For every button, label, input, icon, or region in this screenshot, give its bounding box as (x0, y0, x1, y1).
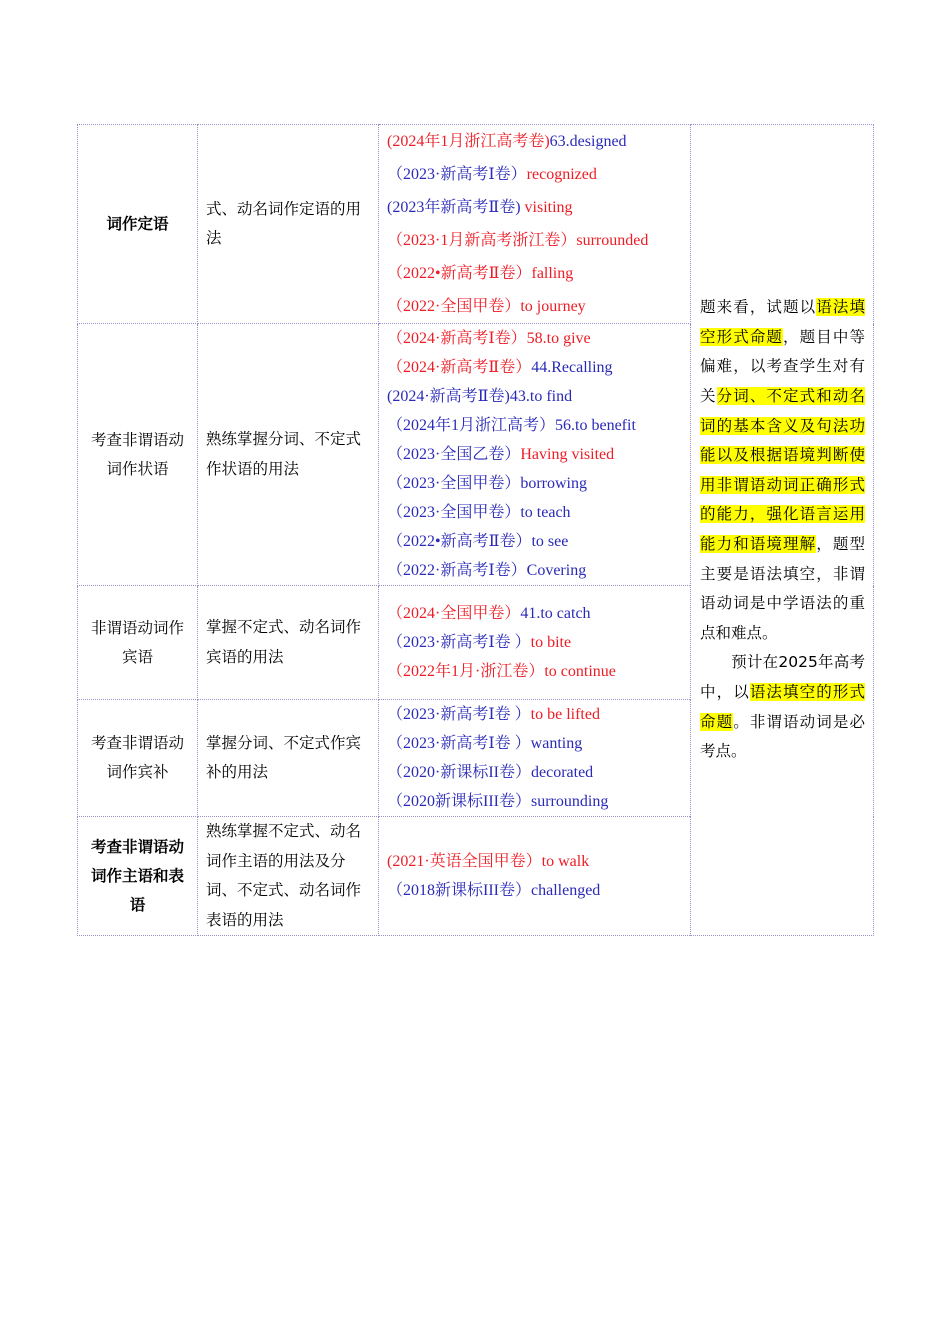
example-line (387, 729, 690, 758)
example-answer: surrounding (531, 793, 609, 810)
example-source: （2023·全国甲卷） (387, 475, 521, 492)
example-answer: 44.Recalling (531, 359, 613, 376)
category-cell: 考查非谓语动词作宾补 (78, 700, 198, 817)
example-answer: to journey (520, 298, 586, 315)
example-source: （2023·全国甲卷） (387, 504, 521, 521)
example-line (387, 498, 690, 527)
example-source: （2020新课标III卷） (387, 793, 531, 810)
analysis-text: ，题型主要是语法填空，非谓语动词是中学语法的重点和难点。 (700, 535, 865, 642)
grammar-table (77, 124, 874, 936)
example-answer: wanting (530, 735, 583, 752)
example-line (387, 469, 690, 498)
example-source: （2023·新高考Ⅰ卷 ） (387, 634, 531, 651)
analysis-highlight: 分词、不定式和动名词的基本含义及句法功能以及根据语境判断使用非谓语动词正确形式的能力，强化语言运用能力和语境理解 (700, 387, 865, 553)
analysis-text: 题来看，试题以 (700, 298, 817, 317)
example-answer: challenged (531, 882, 601, 899)
example-source: （2022•新高考Ⅱ卷） (387, 265, 532, 282)
category-text: 词作定语 (106, 214, 169, 233)
example-answer: 43.to find (509, 388, 573, 405)
example-line (387, 599, 690, 628)
example-line (387, 628, 690, 657)
example-source: (2024·新高考Ⅱ卷) (387, 388, 510, 405)
example-line (387, 191, 690, 224)
analysis-cell (691, 125, 874, 936)
example-line (387, 556, 690, 585)
example-line (387, 758, 690, 787)
example-answer: decorated (531, 764, 594, 781)
example-line (387, 158, 690, 191)
category-cell (78, 125, 198, 324)
examples-cell (379, 125, 691, 324)
example-answer: to walk (541, 853, 590, 870)
example-line (387, 876, 690, 905)
example-answer: 41.to catch (520, 605, 591, 622)
example-line (387, 411, 690, 440)
example-answer: to continue (544, 663, 616, 680)
example-source: （2022·新高考Ⅰ卷） (387, 562, 527, 579)
example-answer: to see (531, 533, 569, 550)
example-line (387, 290, 690, 323)
example-answer: 63.designed (549, 133, 627, 150)
example-source: （2023·1月新高考浙江卷） (387, 232, 577, 249)
example-answer: to bite (530, 634, 572, 651)
example-source: （2022·全国甲卷） (387, 298, 521, 315)
example-source: （2018新课标III卷） (387, 882, 531, 899)
analysis-text: ，题目中等偏难，以考查学生对有关 (700, 327, 865, 406)
examples-cell (379, 817, 691, 936)
example-answer: Having visited (520, 446, 615, 463)
example-line (387, 700, 690, 729)
example-line (387, 257, 690, 290)
example-source: （2023·新高考Ⅰ卷） (387, 166, 527, 183)
example-answer: surrounded (576, 232, 649, 249)
example-source: （2020·新课标II卷） (387, 764, 531, 781)
example-line (387, 324, 690, 353)
analysis-paragraph-1 (700, 293, 865, 648)
category-cell (78, 817, 198, 936)
analysis-highlight: 语法填空的形式命题 (700, 682, 865, 731)
requirement-cell: 熟练掌握不定式、动名词作主语的用法及分词、不定式、动名词作表语的用法 (198, 817, 379, 936)
example-answer: recognized (526, 166, 597, 183)
example-line (387, 382, 690, 411)
example-source: (2021·英语全国甲卷） (387, 853, 542, 870)
example-source: (2024年1月浙江高考卷) (387, 133, 550, 150)
example-answer: visiting (520, 199, 573, 216)
example-source: （2023·全国乙卷） (387, 446, 521, 463)
example-answer: 56.to benefit (555, 417, 636, 434)
example-source: （2023·新高考Ⅰ卷 ） (387, 706, 531, 723)
example-line (387, 657, 690, 686)
table-row (78, 125, 874, 324)
example-line (387, 125, 690, 158)
analysis-highlight: 语法填空形式命题 (700, 298, 865, 346)
analysis-text: 。非谓语动词是必考点。 (700, 712, 865, 761)
example-source: （2024·新高考Ⅱ卷） (387, 359, 532, 376)
requirement-cell: 熟练掌握分词、不定式作状语的用法 (198, 324, 379, 586)
example-line (387, 224, 690, 257)
example-answer: falling (531, 265, 574, 282)
example-line (387, 527, 690, 556)
requirement-cell: 掌握分词、不定式作宾补的用法 (198, 700, 379, 817)
example-source: （2024年1月浙江高考） (387, 417, 556, 434)
analysis-text: 预计在2025年高考中，以 (700, 653, 865, 701)
example-answer: to be lifted (530, 706, 600, 723)
examples-cell (379, 324, 691, 586)
category-cell: 考查非谓语动词作状语 (78, 324, 198, 586)
example-answer: Covering (526, 562, 587, 579)
example-answer: borrowing (520, 475, 587, 492)
example-source: （2024·新高考Ⅰ卷） (387, 330, 527, 347)
category-cell: 非谓语动词作宾语 (78, 586, 198, 700)
example-line (387, 847, 690, 876)
example-source: （2023·新高考Ⅰ卷 ） (387, 735, 531, 752)
example-source: （2022•新高考Ⅱ卷） (387, 533, 532, 550)
category-text: 考查非谓语动词作主语和表语 (90, 837, 184, 914)
analysis-paragraph-2 (700, 648, 865, 766)
example-source: （2024·全国甲卷） (387, 605, 521, 622)
example-source: (2023年新高考Ⅱ卷) (387, 199, 521, 216)
examples-cell (379, 700, 691, 817)
example-line (387, 440, 690, 469)
example-answer: to teach (520, 504, 571, 521)
example-line (387, 353, 690, 382)
example-line (387, 787, 690, 816)
example-answer: 58.to give (526, 330, 591, 347)
requirement-cell: 掌握不定式、动名词作宾语的用法 (198, 586, 379, 700)
examples-cell (379, 586, 691, 700)
example-source: （2022年1月·浙江卷） (387, 663, 545, 680)
requirement-cell: 式、动名词作定语的用法 (198, 125, 379, 324)
